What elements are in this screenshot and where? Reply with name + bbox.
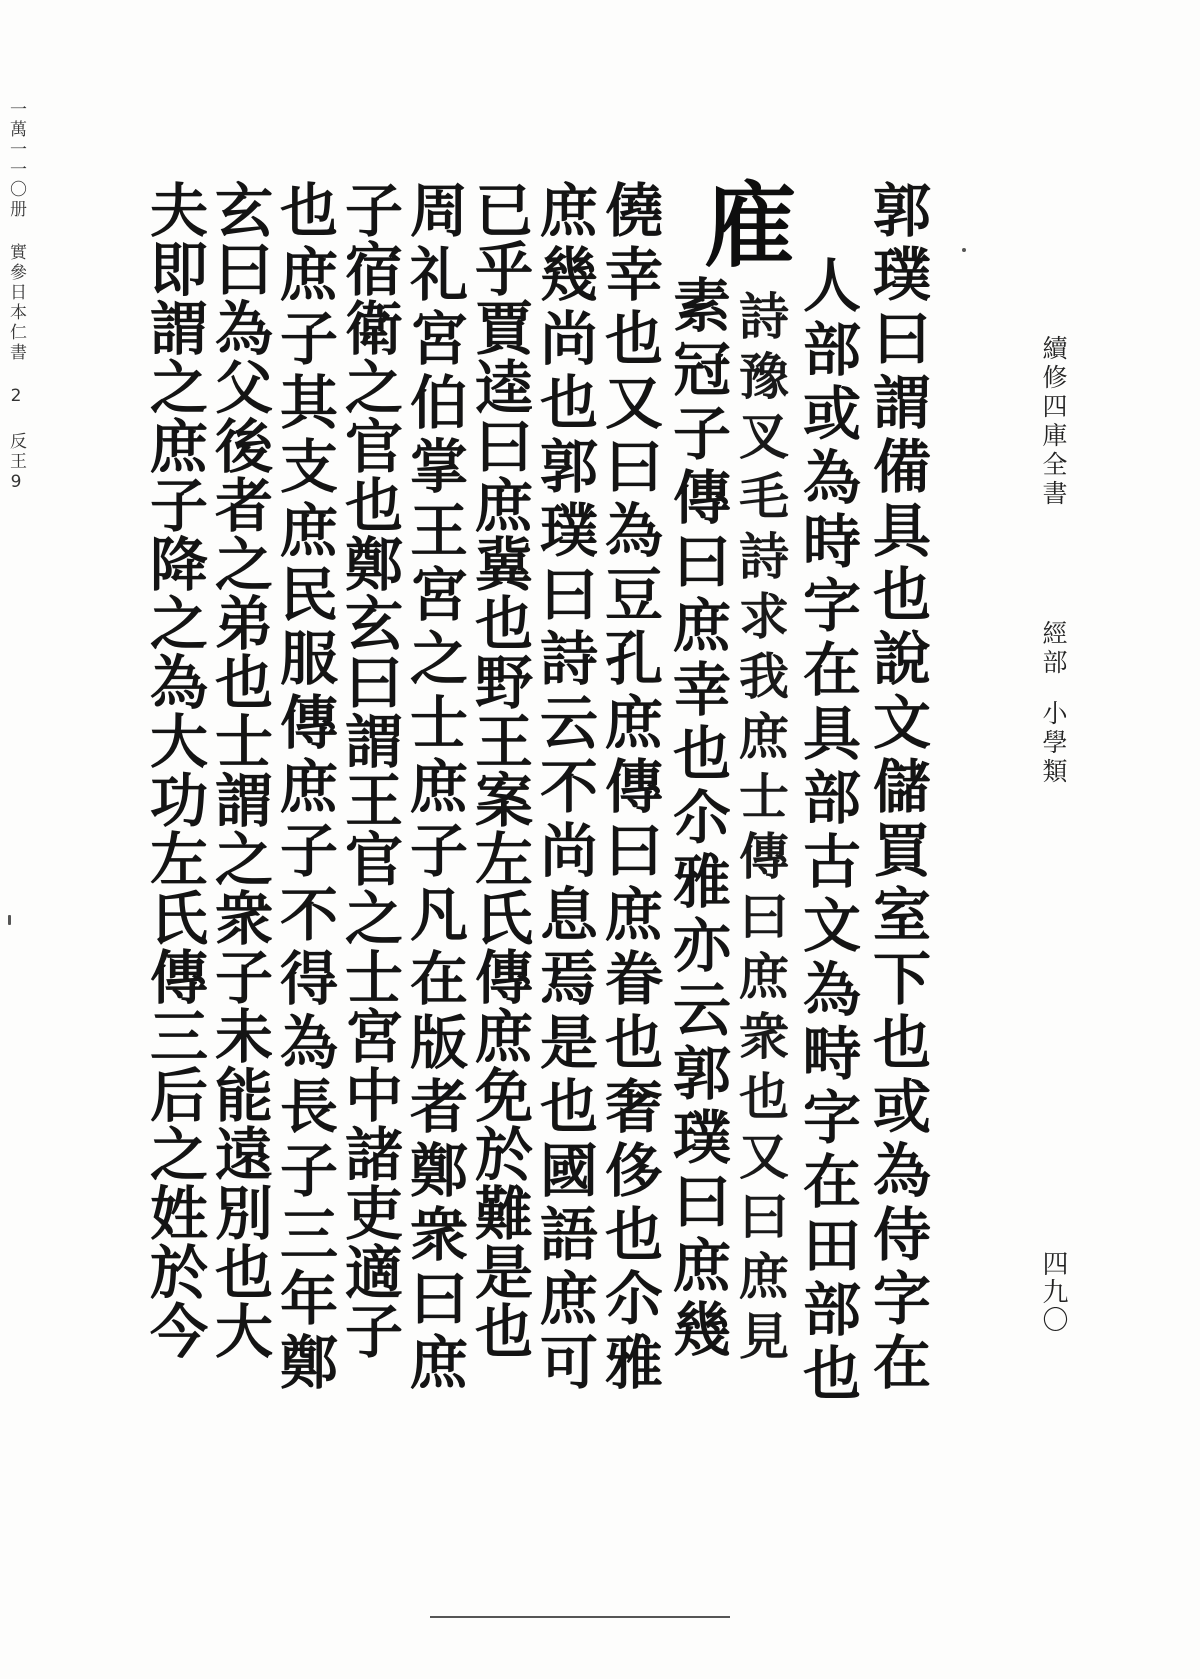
margin-note: 一萬一一〇册 實參日本仁書 2 反王9: [6, 100, 26, 495]
scan-speck: [8, 915, 11, 925]
head-character: 㢈: [705, 172, 798, 280]
text-column-1: 郭璞曰謂備具也說文儲買室下也或為侍字在: [863, 180, 931, 1396]
text-column-6: 庶幾尚也郭璞曰詩云不尚息焉是也國語庶可: [530, 180, 598, 1396]
text-column-10: 也庶子其支庶民服傳庶子不得為長子三年鄭: [270, 180, 338, 1396]
scan-speck: [962, 248, 966, 252]
subsection-label: 小學類: [1039, 700, 1068, 787]
section-label: 經部: [1039, 620, 1068, 678]
text-column-3: 詩豫叉毛詩求我庶士傳曰庶衆也又曰庶見: [731, 290, 790, 1370]
page-number: 四九〇: [1038, 1250, 1068, 1334]
text-column-4: 素冠子傳曰庶幸也尒雅亦云郭璞曰庶幾: [663, 275, 731, 1363]
text-column-2: 人部或為時字在具部古文為畤字在田部也: [793, 255, 861, 1407]
text-column-8: 周礼宮伯掌王宮之士庶子凡在版者鄭衆曰庶: [400, 180, 468, 1396]
text-column-7: 已乎賈逵曰庶冀也野王案左氏傳庶免於難是也: [465, 180, 533, 1360]
book-title: 續修四庫全書: [1039, 335, 1068, 509]
bottom-rule: [430, 1616, 730, 1618]
text-column-12: 夫即謂之庶子降之為大功左氏傳三后之姓於今: [140, 180, 208, 1360]
text-column-5: 僥幸也又曰為豆孔庶傳曰庶眷也奢侈也尒雅: [595, 180, 663, 1396]
text-column-9: 子宿衛之官也鄭玄曰謂王官之士宮中諸吏適子: [335, 180, 403, 1360]
text-column-11: 玄曰為父後者之弟也士謂之衆子未能遠別也大: [205, 180, 273, 1360]
